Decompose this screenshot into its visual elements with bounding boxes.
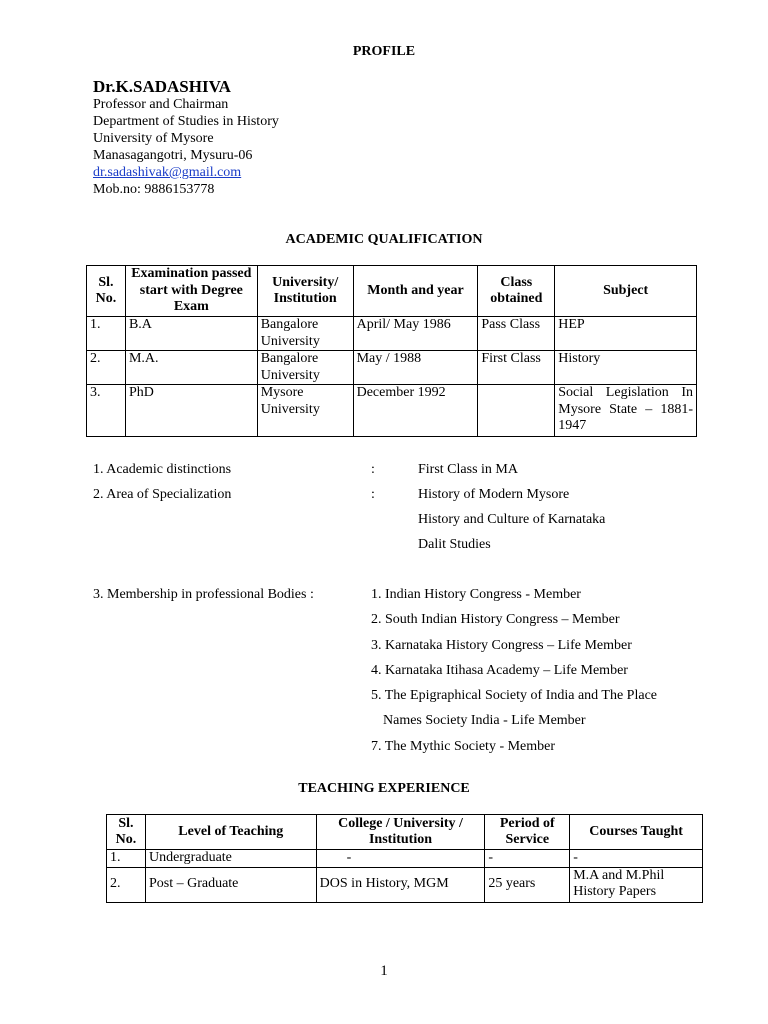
cell-university: Bangalore University (257, 317, 353, 351)
header-institution: College / University / Institution (316, 815, 485, 850)
membership-item: 5. The Epigraphical Society of India and The Place (371, 688, 658, 703)
table-row (87, 317, 697, 351)
teaching-section-title: TEACHING EXPERIENCE (298, 781, 470, 796)
department-line: Department of Studies in History (93, 114, 279, 129)
header-sl-no: Sl. No. (107, 815, 146, 850)
cell-university: Bangalore University (257, 351, 353, 385)
cell-institution: - (316, 850, 485, 868)
cell-sl-no: 2. (87, 351, 126, 385)
membership-item: 7. The Mythic Society - Member (371, 739, 556, 754)
specialization-item: History of Modern Mysore (418, 487, 570, 502)
teaching-header-row (107, 815, 703, 850)
header-sl-no: Sl. No. (87, 266, 126, 317)
header-subject: Subject (555, 266, 697, 317)
cell-sl-no: 3. (87, 385, 126, 437)
specialization-colon: : (371, 487, 375, 502)
cell-month-year: December 1992 (353, 385, 478, 437)
specialization-item: History and Culture of Karnataka (418, 512, 606, 527)
specialization-label: 2. Area of Specialization (93, 487, 232, 502)
cell-courses: M.A and M.Phil History Papers (570, 867, 703, 902)
cell-period: - (485, 850, 570, 868)
header-courses: Courses Taught (570, 815, 703, 850)
header-examination: Examination passed start with Degree Exam (125, 266, 257, 317)
header-period: Period of Service (485, 815, 570, 850)
distinctions-label: 1. Academic distinctions (93, 462, 232, 477)
teaching-table (106, 814, 703, 903)
specialization-item: Dalit Studies (418, 537, 491, 552)
cell-exam: PhD (125, 385, 257, 437)
header-level: Level of Teaching (145, 815, 316, 850)
membership-item: 3. Karnataka History Congress – Life Member (371, 638, 632, 653)
page-heading: PROFILE (352, 44, 416, 59)
table-row (87, 351, 697, 385)
cell-sl-no: 1. (87, 317, 126, 351)
header-university: University/ Institution (257, 266, 353, 317)
cell-class: Pass Class (478, 317, 555, 351)
email-link[interactable]: dr.sadashivak@gmail.com (93, 165, 242, 180)
cell-subject: Social Legislation In Mysore State – 1881-1947 (555, 385, 697, 437)
mobile-number: Mob.no: 9886153778 (93, 182, 215, 197)
cell-sl-no: 1. (107, 850, 146, 868)
table-row (107, 867, 703, 902)
designation-line: Professor and Chairman (93, 97, 229, 112)
person-name: Dr.K.SADASHIVA (93, 77, 231, 96)
header-class: Class obtained (478, 266, 555, 317)
cell-subject: History (555, 351, 697, 385)
cell-university: Mysore University (257, 385, 353, 437)
cell-month-year: May / 1988 (353, 351, 478, 385)
academic-table (86, 265, 697, 437)
cell-courses: - (570, 850, 703, 868)
membership-item: 2. South Indian History Congress – Member (371, 612, 620, 627)
cell-exam: B.A (125, 317, 257, 351)
cell-class: First Class (478, 351, 555, 385)
membership-item-continued: Names Society India - Life Member (383, 713, 586, 728)
cell-level: Post – Graduate (145, 867, 316, 902)
cell-class (478, 385, 555, 437)
cell-period: 25 years (485, 867, 570, 902)
table-row (107, 850, 703, 868)
table-row (87, 385, 697, 437)
academic-section-title: ACADEMIC QUALIFICATION (285, 232, 483, 247)
cell-subject: HEP (555, 317, 697, 351)
address-line: Manasagangotri, Mysuru-06 (93, 148, 253, 163)
cell-sl-no: 2. (107, 867, 146, 902)
academic-header-row (87, 266, 697, 317)
cell-exam: M.A. (125, 351, 257, 385)
membership-item: 4. Karnataka Itihasa Academy – Life Member (371, 663, 628, 678)
membership-label: 3. Membership in professional Bodies : (93, 587, 314, 602)
cell-level: Undergraduate (145, 850, 316, 868)
university-line: University of Mysore (93, 131, 214, 146)
cell-month-year: April/ May 1986 (353, 317, 478, 351)
distinctions-colon: : (371, 462, 375, 477)
cell-institution: DOS in History, MGM (316, 867, 485, 902)
membership-item: 1. Indian History Congress - Member (371, 587, 581, 602)
page-number: 1 (380, 963, 388, 979)
distinctions-value: First Class in MA (418, 462, 518, 477)
header-month-year: Month and year (353, 266, 478, 317)
